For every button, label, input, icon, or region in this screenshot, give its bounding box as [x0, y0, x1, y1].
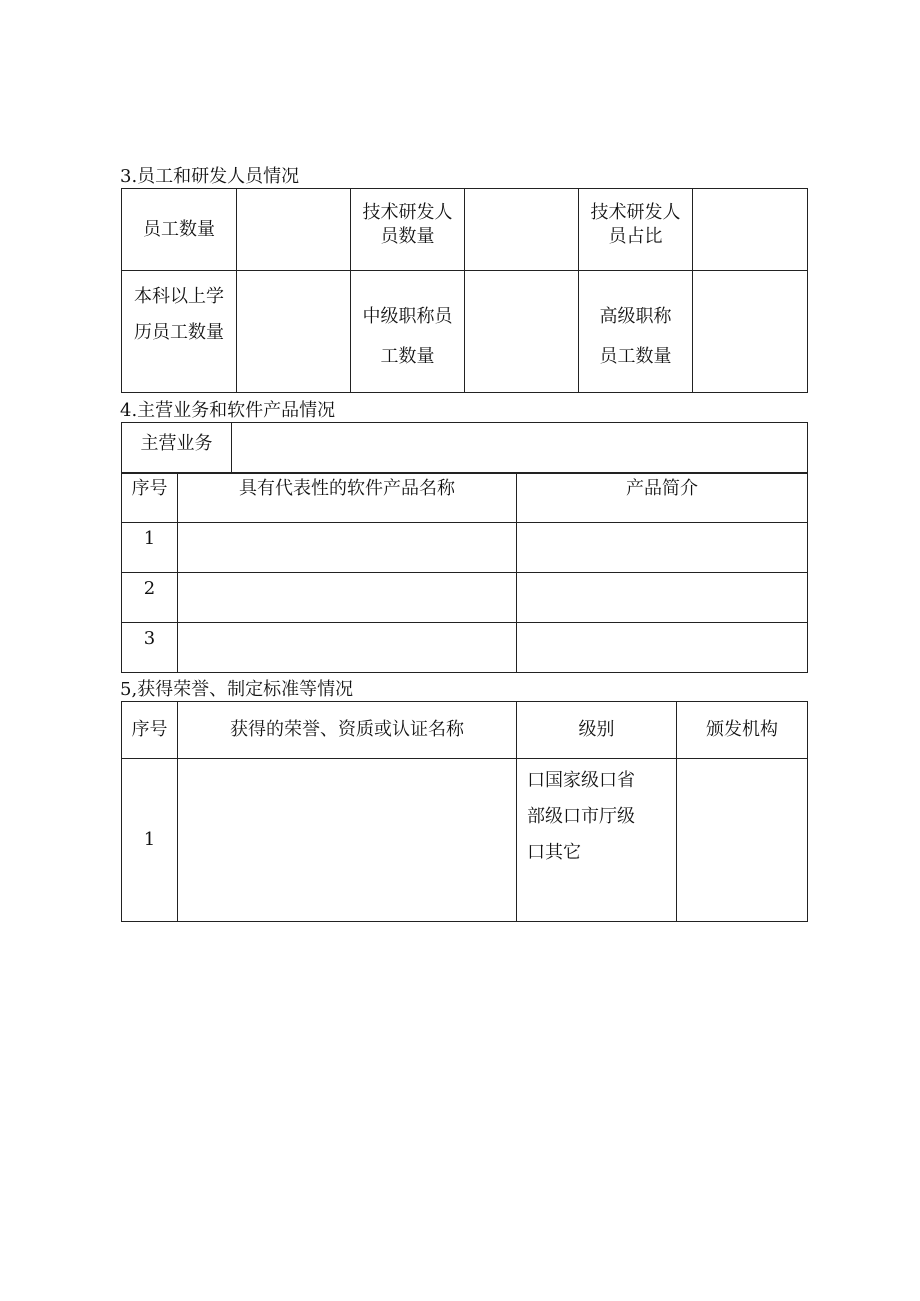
product-intro-cell[interactable] — [517, 623, 808, 673]
honor-seq-header: 序号 — [122, 702, 178, 759]
product-row — [122, 523, 808, 573]
mid-title-staff-value[interactable] — [465, 271, 579, 393]
product-table — [121, 472, 808, 673]
rd-staff-count-value[interactable] — [465, 189, 579, 271]
honor-issuer-header: 颁发机构 — [677, 702, 808, 759]
staff-table — [121, 188, 808, 393]
senior-title-staff-value[interactable] — [693, 271, 808, 393]
product-intro-cell[interactable] — [517, 573, 808, 623]
section3-title: 3.员工和研发人员情况 — [120, 166, 300, 187]
product-seq-header: 序号 — [122, 473, 178, 523]
honor-seq: 1 — [122, 759, 178, 922]
product-name-cell[interactable] — [178, 523, 517, 573]
honor-level-options[interactable]: 口国家级口省 部级口市厅级 口其它 — [517, 759, 677, 922]
honor-table — [121, 701, 808, 922]
product-row — [122, 573, 808, 623]
product-seq: 2 — [122, 573, 178, 623]
product-name-cell[interactable] — [178, 623, 517, 673]
product-seq: 1 — [122, 523, 178, 573]
employee-count-label: 员工数量 — [122, 189, 237, 271]
honor-name-header: 获得的荣誉、资质或认证名称 — [178, 702, 517, 759]
product-seq: 3 — [122, 623, 178, 673]
main-business-table — [121, 422, 808, 474]
bachelor-staff-label: 本科以上学 历员工数量 — [122, 271, 237, 393]
product-name-header: 具有代表性的软件产品名称 — [178, 473, 517, 523]
bachelor-staff-value[interactable] — [237, 271, 351, 393]
honor-row — [122, 759, 808, 922]
main-business-label: 主营业务 — [122, 423, 232, 474]
senior-title-staff-label: 高级职称 员工数量 — [579, 271, 693, 393]
product-name-cell[interactable] — [178, 573, 517, 623]
section5-title: 5,获得荣誉、制定标准等情况 — [120, 679, 354, 700]
mid-title-staff-label: 中级职称员 工数量 — [351, 271, 465, 393]
product-row — [122, 623, 808, 673]
product-intro-cell[interactable] — [517, 523, 808, 573]
product-intro-header: 产品简介 — [517, 473, 808, 523]
main-business-value[interactable] — [232, 423, 808, 474]
rd-staff-ratio-value[interactable] — [693, 189, 808, 271]
rd-staff-ratio-label: 技术研发人 员占比 — [579, 189, 693, 271]
honor-issuer-cell[interactable] — [677, 759, 808, 922]
employee-count-value[interactable] — [237, 189, 351, 271]
honor-name-cell[interactable] — [178, 759, 517, 922]
rd-staff-count-label: 技术研发人 员数量 — [351, 189, 465, 271]
honor-level-header: 级别 — [517, 702, 677, 759]
section4-title: 4.主营业务和软件产品情况 — [120, 400, 336, 421]
